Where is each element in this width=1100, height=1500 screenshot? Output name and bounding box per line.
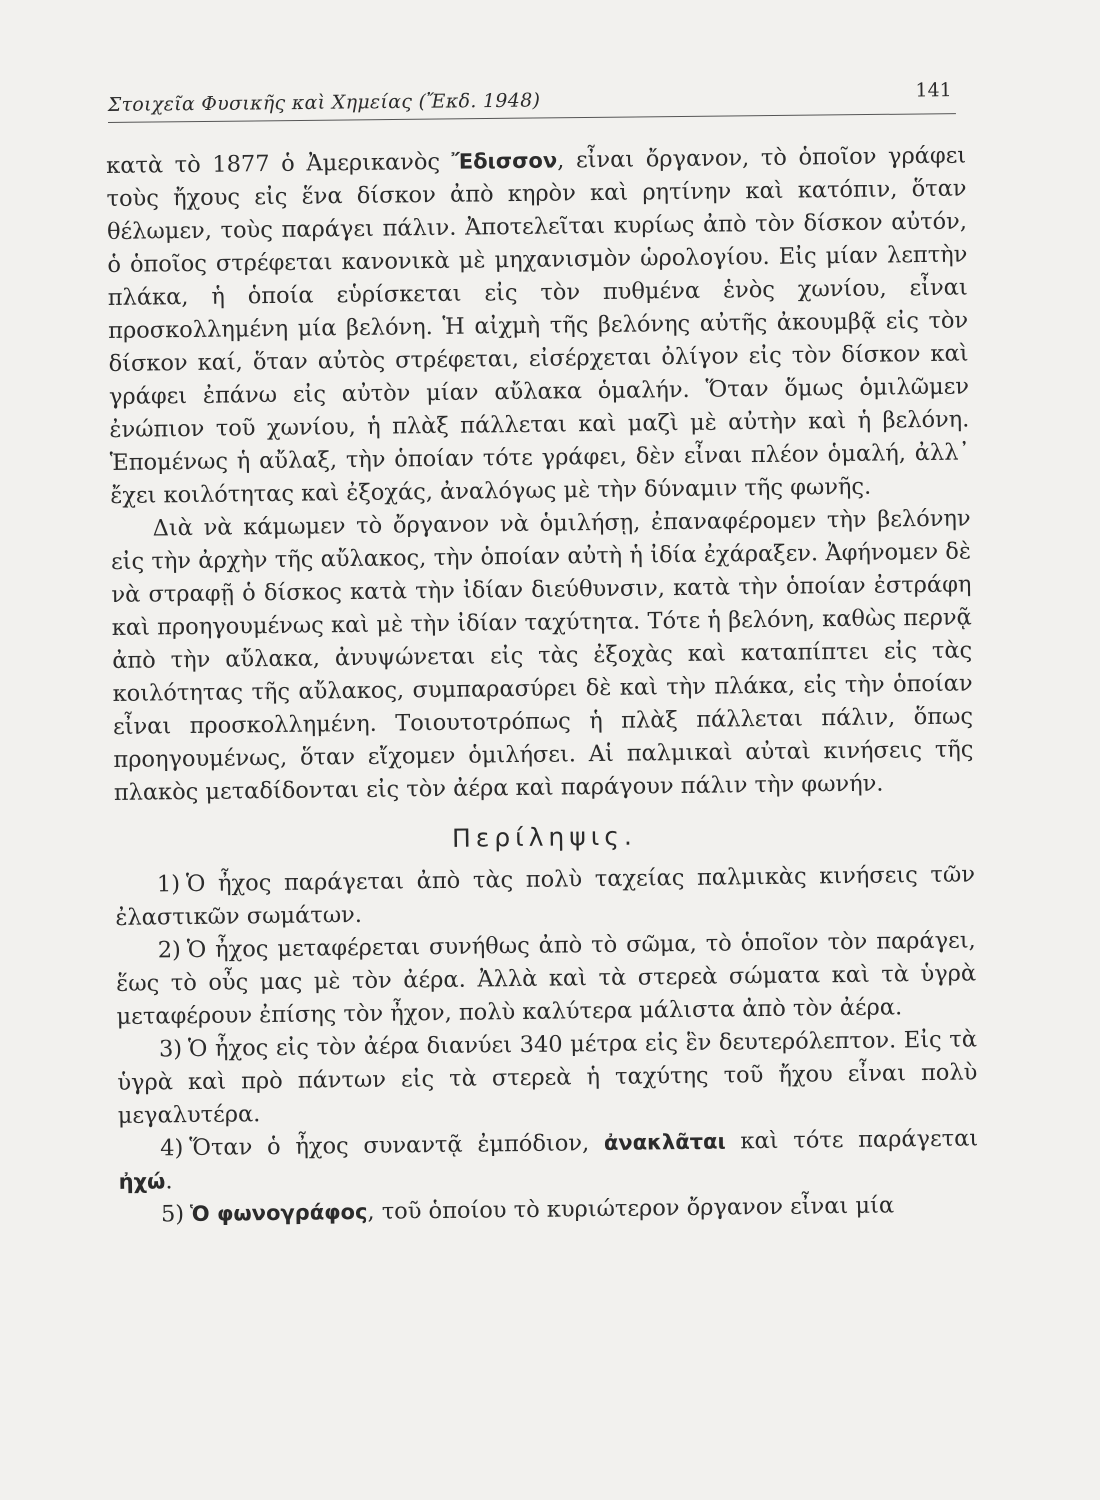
bold-term: Ὁ φωνογράφος bbox=[189, 1199, 368, 1227]
item-text: , τοῦ ὁποίου τὸ κυριώτερον ὄργανον εἶναι μία bbox=[367, 1192, 895, 1225]
summary-item bbox=[115, 858, 976, 935]
page-number: 141 bbox=[915, 79, 952, 102]
item-text: Ὁ ἦχος μεταφέρεται συνήθως ἀπὸ τὸ σῶμα, τὸ ὁποῖον τὸν παράγει, ἕως τὸ οὖς μας μὲ τὸν ἀέρα. Ἀλλὰ καὶ τὰ στερεὰ σώματα καὶ τὰ ὑγρὰ μεταφέρουν ἐπίσης τὸν ἦχον, πολὺ καλύτερα μάλιστα ἀπὸ τὸν ἀέρα. bbox=[116, 927, 977, 1030]
item-text: Ὁ ἦχος εἰς τὸν ἀέρα διανύει 340 μέτρα εἰς ἓν δευτερόλεπτον. Εἰς τὰ ὑγρὰ καὶ πρὸ πάντων εἰς τὰ στερεὰ ἡ ταχύτης τοῦ ἤχου εἶναι πολὺ μεγαλυτέρα. bbox=[117, 1026, 978, 1129]
section-title-summary: Περίληψις. bbox=[451, 821, 638, 853]
bold-term: ἀνακλᾶται bbox=[603, 1129, 726, 1155]
item-number: 4) bbox=[160, 1135, 184, 1162]
paragraph-text: κατὰ τὸ 1877 ὁ Ἀμερικανὸς bbox=[106, 148, 452, 179]
item-text: καὶ τότε παράγεται bbox=[725, 1125, 979, 1155]
summary-item bbox=[117, 1023, 978, 1132]
item-text: Ὁ ἦχος παράγεται ἀπὸ τὰς πολὺ ταχείας παλμικὰς κινήσεις τῶν ἐλαστικῶν σωμάτων. bbox=[115, 861, 976, 931]
item-number: 2) bbox=[157, 937, 182, 964]
paragraph-playback: Διὰ νὰ κάμωμεν τὸ ὄργανον νὰ ὁμιλήσῃ, ἐπαναφέρομεν τὴν βελόνην εἰς τὴν ἀρχὴν τῆς αὔλακος, τὴν ὁποίαν αὐτὴ ἡ ἰδία ἐχάραξεν. Ἀφήνομεν δὲ νὰ στραφῇ ὁ δίσκος κατὰ τὴν ἰδίαν διεύθυνσιν, κατὰ τὴν ὁποίαν ἐστράφη καὶ προηγουμένως καὶ μὲ τὴν ἰδίαν ταχύτητα. Τότε ἡ βελόνη, καθὼς περνᾷ ἀπὸ τὴν αὔλακα, ἀνυψώνεται εἰς τὰς ἐξοχὰς καὶ καταπίπτει εἰς τὰς κοιλότητας τῆς αὔλακος, συμπαρασύρει δὲ καὶ τὴν πλάκα, εἰς τὴν ὁποίαν εἶναι προσκολλημένη. Τοιουτοτρόπως ἡ πλὰξ πάλλεται πάλιν, ὅπως προηγουμένως, ὅταν εἴχομεν ὁμιλήσει. Αἱ παλμικαὶ αὐταὶ κινήσεις τῆς πλακὸς μεταδίδονται εἰς τὸν ἀέρα καὶ παράγουν πάλιν τὴν φωνήν. bbox=[110, 505, 974, 806]
bold-term: ἠχώ bbox=[118, 1169, 166, 1194]
paragraph-phonograph-description bbox=[106, 139, 970, 512]
summary-item bbox=[116, 924, 977, 1033]
item-number: 1) bbox=[156, 871, 181, 898]
item-number: 3) bbox=[158, 1036, 183, 1063]
header-title: Στοιχεῖα Φυσικῆς καὶ Χημείας (Ἔκδ. 1948) bbox=[107, 89, 541, 117]
item-text: . bbox=[165, 1168, 173, 1195]
summary-item bbox=[118, 1122, 979, 1199]
running-header bbox=[108, 79, 956, 123]
paragraph-text: , εἶναι ὄργανον, τὸ ὁποῖον γράφει τοὺς ἤχους εἰς ἕνα δίσκον ἀπὸ κηρὸν καὶ ρητίνην καὶ κατόπιν, ὅταν θέλωμεν, τοὺς παράγει πάλιν. Ἀποτελεῖται κυρίως ἀπὸ τὸν δίσκον αὐτόν, ὁ ὁποῖος στρέφεται κανονικὰ μὲ μηχανισμὸν ὡρολογίου. Εἰς μίαν λεπτὴν πλάκα, ἡ ὁποία εὑρίσκεται εἰς τὸν πυθμένα ἑνὸς χωνίου, εἶναι προσκολλημένη μία βελόνη. Ἡ αἰχμὴ τῆς βελόνης αὐτῆς ἀκουμβᾷ εἰς τὸν δίσκον καί, ὅταν αὐτὸς στρέφεται, εἰσέρχεται ὀλίγον εἰς τὸν δίσκον καὶ γράφει ἐπάνω εἰς αὐτὸν μίαν αὔλακα ὁμαλήν. Ὅταν ὅμως ὁμιλῶμεν ἐνώπιον τοῦ χωνίου, ἡ πλὰξ πάλλεται καὶ μαζὶ μὲ αὐτὴν καὶ ἡ βελόνη. Ἑπομένως ἡ αὔλαξ, τὴν ὁποίαν τότε γράφει, δὲν εἶναι πλέον ὁμαλή, ἀλλ᾽ ἔχει κοιλότητας καὶ ἐξοχάς, ἀναλόγως μὲ τὴν δύναμιν τῆς φωνῆς. bbox=[106, 142, 970, 509]
item-text: Ὅταν ὁ ἦχος συναντᾷ ἐμπόδιον, bbox=[189, 1129, 605, 1162]
inventor-name: Ἔδισσον bbox=[451, 148, 558, 174]
item-number: 5) bbox=[160, 1201, 185, 1228]
page-body bbox=[106, 139, 979, 1231]
